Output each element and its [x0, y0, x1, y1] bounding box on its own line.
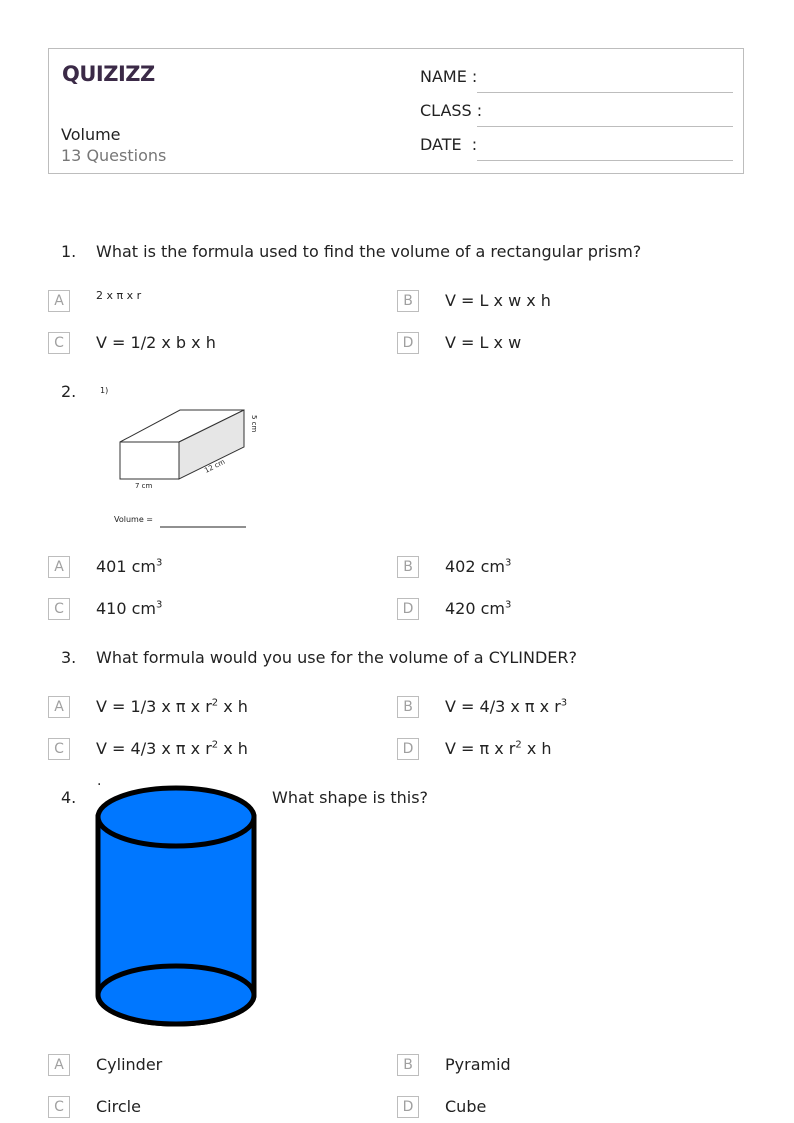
name-field[interactable]	[420, 67, 733, 93]
option-text[interactable]: Cylinder	[96, 1055, 163, 1074]
height-dimension: 5 cm	[250, 415, 258, 433]
option-text[interactable]: Cube	[445, 1097, 487, 1116]
question-number: 3.	[61, 648, 77, 667]
question-text: What shape is this?	[272, 788, 429, 807]
option-text[interactable]: V = L x w	[445, 333, 522, 352]
quizizz-logo	[61, 57, 161, 87]
rectangular-prism-figure	[96, 380, 266, 535]
option-letter-box[interactable]: A	[48, 290, 70, 312]
option-letter-box[interactable]: A	[48, 696, 70, 718]
class-label: CLASS :	[420, 101, 483, 120]
volume-label: Volume =	[114, 515, 153, 524]
option-letter-box[interactable]: A	[48, 556, 70, 578]
option-letter-box[interactable]: B	[397, 556, 419, 578]
option-text[interactable]: V = 4/3 x π x $r^2$ x h	[96, 739, 248, 758]
option-text[interactable]: 420 $cm^3$	[445, 599, 512, 618]
name-line[interactable]	[477, 92, 733, 93]
class-line[interactable]	[477, 126, 733, 127]
cylinder-top	[98, 788, 254, 846]
width-dimension: 7 cm	[135, 482, 153, 490]
question-text: What is the formula used to find the volume of a rectangular prism?	[96, 242, 642, 261]
class-field[interactable]	[420, 101, 733, 127]
option-letter-box[interactable]: C	[48, 738, 70, 760]
option-text[interactable]: V = π x $r^2$ x h	[445, 739, 552, 758]
worksheet-title: Volume	[61, 125, 121, 144]
question-number: 2.	[61, 382, 77, 401]
option-letter-box[interactable]: D	[397, 332, 419, 354]
option-text[interactable]: V = 1/2 x b x h	[96, 333, 216, 352]
option-text[interactable]: Pyramid	[445, 1055, 511, 1074]
option-letter-box[interactable]: D	[397, 598, 419, 620]
question-number: 4.	[61, 788, 77, 807]
option-text[interactable]: 402 $cm^3$	[445, 557, 512, 576]
cylinder-figure	[94, 784, 259, 1030]
prism-front-face	[120, 442, 179, 479]
depth-dimension: 12 cm	[203, 457, 227, 475]
option-text[interactable]: V = L x w x h	[445, 291, 551, 310]
option-letter-box[interactable]: C	[48, 332, 70, 354]
logo-text: QUIZIZZ	[62, 62, 155, 86]
option-text[interactable]: 2 x π x r	[96, 289, 142, 302]
question-number: 1.	[61, 242, 77, 261]
option-text[interactable]: 410 $cm^3$	[96, 599, 163, 618]
date-field[interactable]	[420, 135, 733, 161]
option-letter-box[interactable]: D	[397, 738, 419, 760]
option-letter-box[interactable]: C	[48, 1096, 70, 1118]
figure-label: 1)	[100, 386, 109, 395]
name-label: NAME :	[420, 67, 478, 86]
worksheet-header	[48, 48, 744, 174]
option-letter-box[interactable]: C	[48, 598, 70, 620]
question-count: 13 Questions	[61, 146, 167, 165]
question-text: What formula would you use for the volume of a CYLINDER?	[96, 648, 577, 667]
option-text[interactable]: 401 $cm^3$	[96, 557, 163, 576]
question-dot: .	[97, 773, 102, 789]
date-label: DATE :	[420, 135, 478, 154]
option-letter-box[interactable]: D	[397, 1096, 419, 1118]
option-text[interactable]: V = 1/3 x π x $r^2$ x h	[96, 697, 248, 716]
option-letter-box[interactable]: A	[48, 1054, 70, 1076]
option-letter-box[interactable]: B	[397, 696, 419, 718]
option-letter-box[interactable]: B	[397, 1054, 419, 1076]
option-text[interactable]: V = 4/3 x π x $r^3$	[445, 697, 568, 716]
option-letter-box[interactable]: B	[397, 290, 419, 312]
option-text[interactable]: Circle	[96, 1097, 141, 1116]
cylinder-bottom-edge	[98, 966, 254, 1024]
date-line[interactable]	[477, 160, 733, 161]
